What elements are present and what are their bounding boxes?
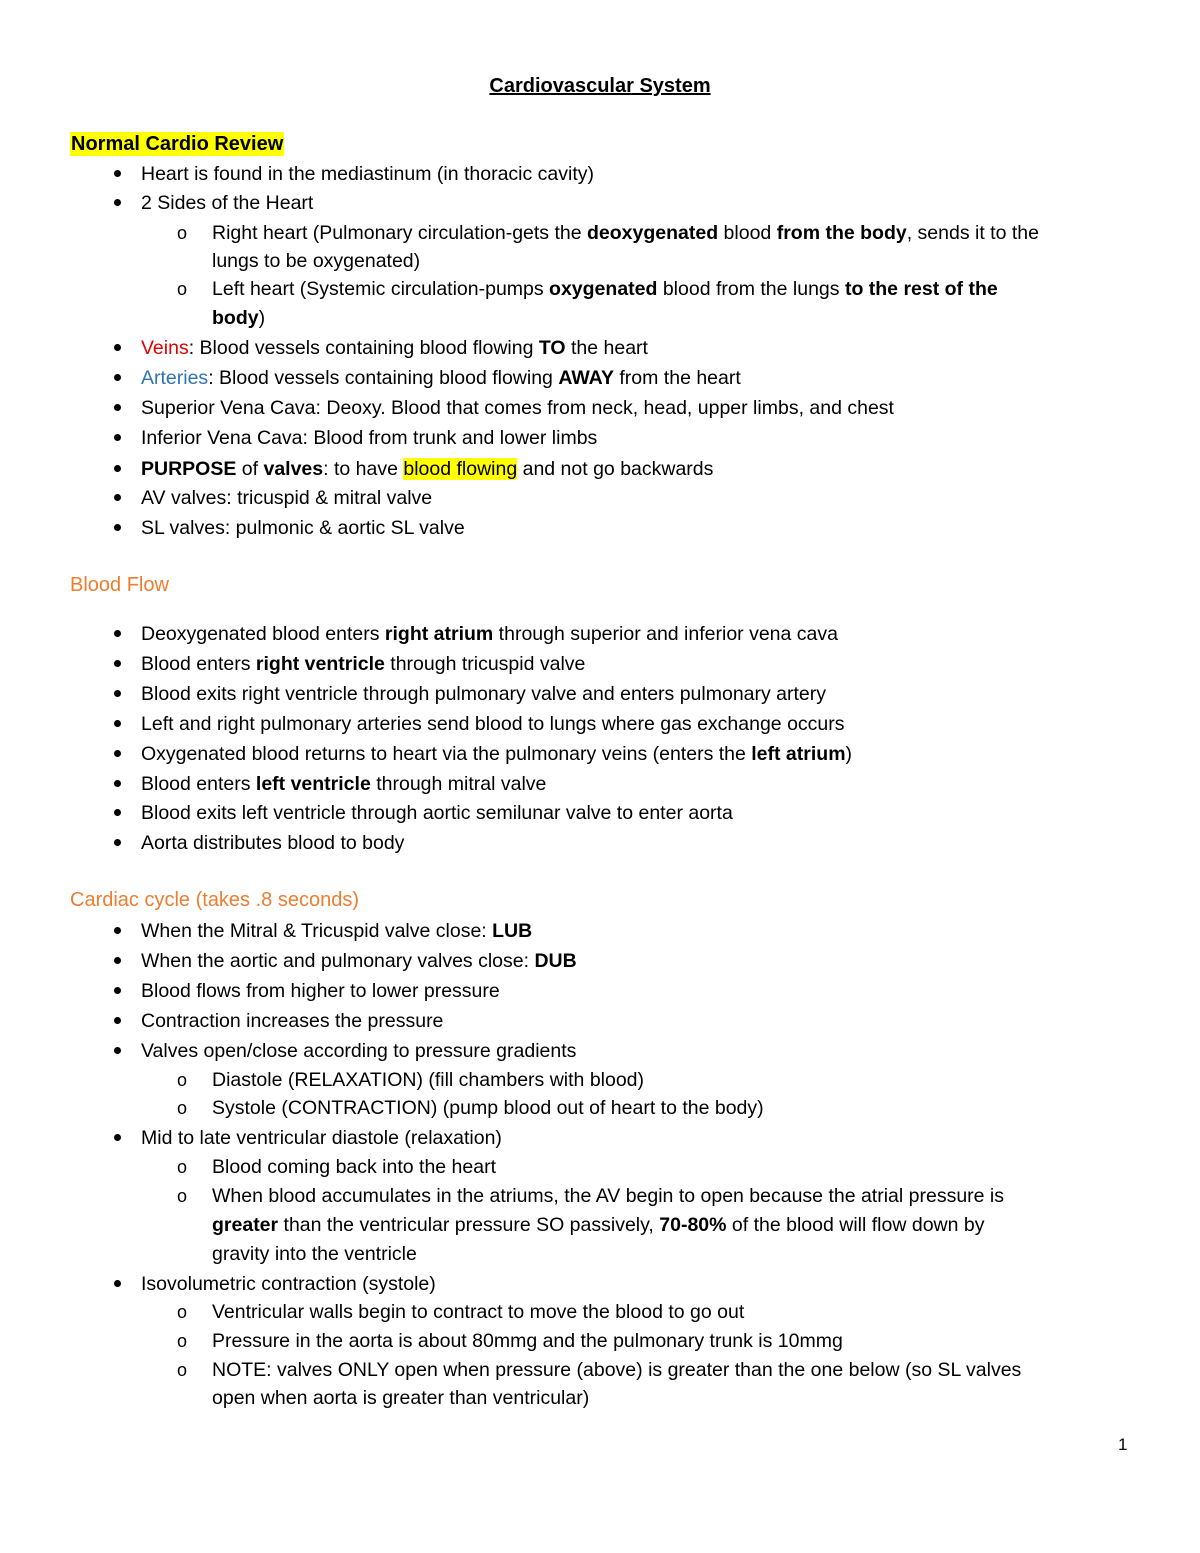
section-heading-cardiac-cycle: Cardiac cycle (takes .8 seconds) (70, 889, 360, 911)
list-item: Veins: Blood vessels containing blood flowing TO the heart (141, 337, 648, 359)
bullet-icon (114, 1017, 121, 1024)
bullet-icon (114, 494, 121, 501)
sub-bullet-icon: o (177, 1302, 188, 1322)
bullet-icon (114, 630, 121, 637)
list-item: Left and right pulmonary arteries send blood to lungs where gas exchange occurs (141, 713, 845, 735)
sub-list-item: Blood coming back into the heart (212, 1156, 497, 1178)
sub-bullet-icon: o (177, 1098, 188, 1118)
list-item: Heart is found in the mediastinum (in thoracic cavity) (141, 163, 595, 185)
list-item: SL valves: pulmonic & aortic SL valve (141, 517, 465, 539)
list-item: Inferior Vena Cava: Blood from trunk and lower limbs (141, 427, 598, 449)
sub-list-item: When blood accumulates in the atriums, the AV begin to open because the atrial pressure is (212, 1185, 1005, 1207)
bullet-icon (114, 1134, 121, 1141)
list-item: PURPOSE of valves: to have blood flowing and not go backwards (141, 458, 714, 480)
list-item: 2 Sides of the Heart (141, 192, 314, 214)
sub-list-item-continuation: lungs to be oxygenated) (212, 250, 421, 272)
sub-list-item: Pressure in the aorta is about 80mmg and the pulmonary trunk is 10mmg (212, 1330, 843, 1352)
list-item: Valves open/close according to pressure gradients (141, 1040, 577, 1062)
list-item: Blood enters right ventricle through tricuspid valve (141, 653, 586, 675)
bullet-icon (114, 660, 121, 667)
list-item: Mid to late ventricular diastole (relaxation) (141, 1127, 502, 1149)
bullet-icon (114, 199, 121, 206)
list-item: Blood exits right ventricle through pulmonary valve and enters pulmonary artery (141, 683, 827, 705)
sub-bullet-icon: o (177, 1360, 188, 1380)
bullet-icon (114, 690, 121, 697)
list-item: Blood exits left ventricle through aortic semilunar valve to enter aorta (141, 802, 733, 824)
bullet-icon (114, 374, 121, 381)
bullet-icon (114, 750, 121, 757)
list-item: Arteries: Blood vessels containing blood flowing AWAY from the heart (141, 367, 741, 389)
bullet-icon (114, 434, 121, 441)
list-item: When the Mitral & Tricuspid valve close: LUB (141, 920, 533, 942)
document-title: Cardiovascular System (489, 75, 711, 97)
sub-bullet-icon: o (177, 223, 188, 243)
bullet-icon (114, 987, 121, 994)
list-item: Aorta distributes blood to body (141, 832, 405, 854)
list-item: Oxygenated blood returns to heart via the pulmonary veins (enters the left atrium) (141, 743, 853, 765)
sub-bullet-icon: o (177, 1186, 188, 1206)
sub-bullet-icon: o (177, 1157, 188, 1177)
sub-bullet-icon: o (177, 279, 188, 299)
sub-list-item: Diastole (RELAXATION) (fill chambers with blood) (212, 1069, 645, 1091)
bullet-icon (114, 465, 121, 472)
list-item: Superior Vena Cava: Deoxy. Blood that comes from neck, head, upper limbs, and chest (141, 397, 894, 419)
sub-list-item: NOTE: valves ONLY open when pressure (above) is greater than the one below (so SL valves (212, 1359, 1022, 1381)
list-item: When the aortic and pulmonary valves close: DUB (141, 950, 577, 972)
sub-list-item: Ventricular walls begin to contract to move the blood to go out (212, 1301, 745, 1323)
bullet-icon (114, 344, 121, 351)
sub-list-item-continuation: gravity into the ventricle (212, 1243, 417, 1265)
bullet-icon (114, 170, 121, 177)
sub-list-item-continuation: body) (212, 307, 266, 329)
bullet-icon (114, 809, 121, 816)
list-item: Blood flows from higher to lower pressure (141, 980, 500, 1002)
list-item: Contraction increases the pressure (141, 1010, 444, 1032)
bullet-icon (114, 524, 121, 531)
list-item: Blood enters left ventricle through mitral valve (141, 773, 547, 795)
bullet-icon (114, 1047, 121, 1054)
section-heading-blood-flow: Blood Flow (70, 574, 169, 596)
section-heading-normal-cardio-review: Normal Cardio Review (71, 133, 284, 155)
list-item: Isovolumetric contraction (systole) (141, 1273, 436, 1295)
sub-bullet-icon: o (177, 1331, 188, 1351)
bullet-icon (114, 957, 121, 964)
bullet-icon (114, 839, 121, 846)
bullet-icon (114, 720, 121, 727)
list-item: AV valves: tricuspid & mitral valve (141, 487, 433, 509)
sub-list-item: Right heart (Pulmonary circulation-gets the deoxygenated blood from the body, sends it to the (212, 222, 1039, 244)
bullet-icon (114, 404, 121, 411)
sub-bullet-icon: o (177, 1070, 188, 1090)
sub-list-item-continuation: open when aorta is greater than ventricular) (212, 1387, 590, 1409)
bullet-icon (114, 927, 121, 934)
list-item: Deoxygenated blood enters right atrium through superior and inferior vena cava (141, 623, 838, 645)
sub-list-item-continuation: greater than the ventricular pressure SO passively, 70-80% of the blood will flow down by (212, 1214, 985, 1236)
bullet-icon (114, 780, 121, 787)
sub-list-item: Left heart (Systemic circulation-pumps oxygenated blood from the lungs to the rest of the (212, 278, 998, 300)
page-number: 1 (1118, 1435, 1128, 1454)
bullet-icon (114, 1280, 121, 1287)
sub-list-item: Systole (CONTRACTION) (pump blood out of heart to the body) (212, 1097, 764, 1119)
